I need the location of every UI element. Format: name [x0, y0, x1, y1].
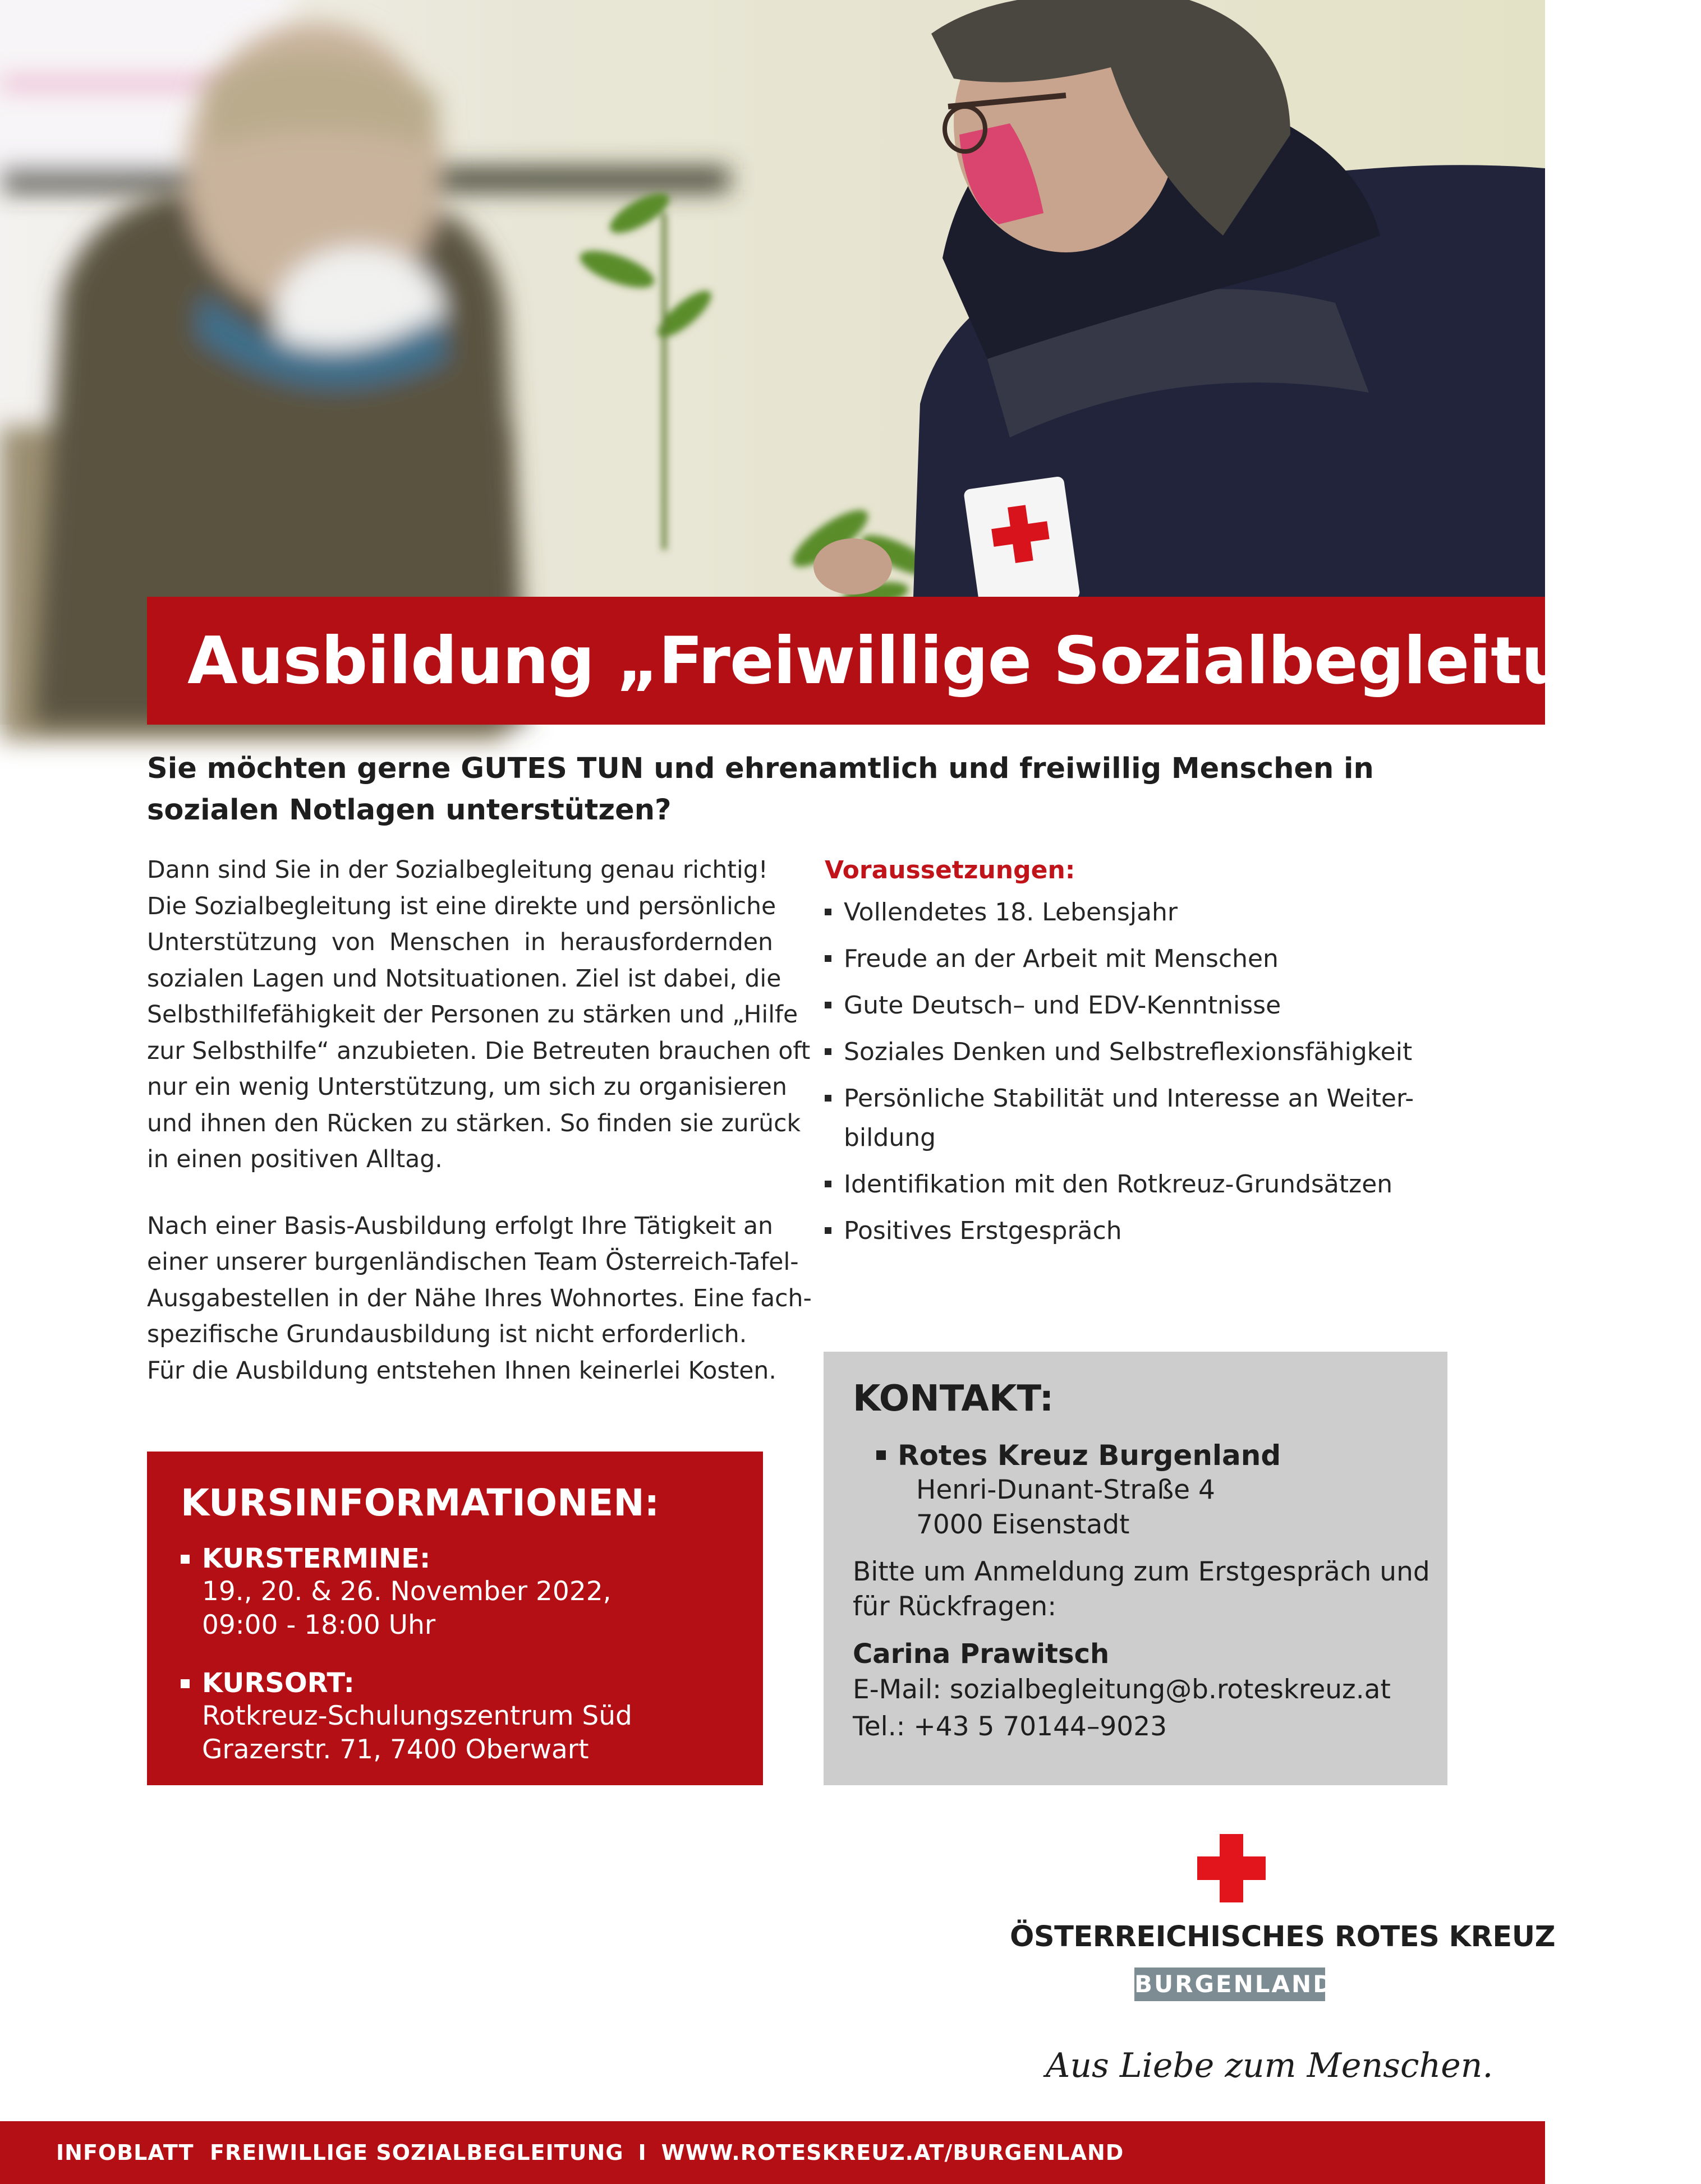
- paragraph-line: einer unserer burgenländischen Team Österreich-Tafel-: [147, 1248, 799, 1276]
- requirement-item: Persönliche Stabilität und Interesse an Weiter- bildung: [825, 1079, 1442, 1158]
- paragraph-line: Ausgabestellen in der Nähe Ihres Wohnortes. Eine fach-: [147, 1284, 812, 1312]
- paragraph-line: Selbsthilfefähigkeit der Personen zu stärken und „Hilfe: [147, 1001, 798, 1029]
- bullet-icon: [181, 1555, 190, 1564]
- paragraph-line: Die Sozialbegleitung ist eine direkte und persönliche: [147, 892, 776, 920]
- organization-name: Rotes Kreuz Burgenland: [898, 1439, 1281, 1472]
- footer-bar: [0, 2121, 1545, 2184]
- paragraph-line: Unterstützung von Menschen in herausfordernden: [147, 929, 773, 956]
- footer-website-link[interactable]: WWW.ROTESKREUZ.AT/BURGENLAND: [661, 2140, 1124, 2165]
- footer-separator: I: [638, 2140, 647, 2165]
- bullet-icon: [825, 909, 831, 915]
- paragraph-line: Dann sind Sie in der Sozialbegleitung genau richtig!: [147, 856, 768, 884]
- requirements-title: Voraussetzungen:: [825, 856, 1075, 884]
- paragraph-line: sozialen Lagen und Notsituationen. Ziel ist dabei, die: [147, 965, 781, 993]
- bullet-icon: [825, 1002, 831, 1008]
- body-text: [147, 853, 812, 1389]
- course-dates-line: 19., 20. & 26. November 2022,: [202, 1576, 612, 1607]
- contact-email[interactable]: E-Mail: sozialbegleitung@b.roteskreuz.at: [853, 1674, 1391, 1705]
- bullet-icon: [825, 1048, 831, 1055]
- course-location: [181, 1667, 763, 1767]
- contact-note: Bitte um Anmeldung zum Erstgespräch und für Rückfragen:: [853, 1556, 1430, 1622]
- lead-line: sozialen Notlagen unterstützen?: [147, 794, 672, 827]
- paragraph-line: und ihnen den Rücken zu stärken. So finden sie zurück: [147, 1109, 801, 1137]
- paragraph-line: in einen positiven Alltag.: [147, 1146, 443, 1173]
- paragraph-line: Nach einer Basis-Ausbildung erfolgt Ihre Tätigkeit an: [147, 1212, 773, 1240]
- paragraph-line: Für die Ausbildung entstehen Ihnen keinerlei Kosten.: [147, 1357, 776, 1385]
- requirement-item: Gute Deutsch– und EDV-Kenntnisse: [825, 986, 1442, 1025]
- contact-phone[interactable]: Tel.: +43 5 70144–9023: [853, 1711, 1167, 1742]
- requirement-item: Identifikation mit den Rotkreuz-Grundsätzen: [825, 1165, 1442, 1204]
- course-dates-line: 09:00 - 18:00 Uhr: [202, 1610, 436, 1641]
- requirement-item: Positives Erstgespräch: [825, 1211, 1442, 1251]
- paragraph-line: nur ein wenig Unterstützung, um sich zu organisieren: [147, 1073, 787, 1101]
- requirement-item: Freude an der Arbeit mit Menschen: [825, 939, 1442, 979]
- requirement-item: Soziales Denken und Selbstreflexionsfähigkeit: [825, 1033, 1442, 1072]
- course-location-heading: KURSORT:: [202, 1667, 355, 1699]
- bullet-icon: [825, 1095, 831, 1102]
- bullet-icon: [181, 1679, 190, 1688]
- course-dates-heading: KURSTERMINE:: [202, 1543, 431, 1574]
- requirement-item: Vollendetes 18. Lebensjahr: [825, 893, 1442, 932]
- page-title: Ausbildung „Freiwillige Sozialbegleitung“: [187, 623, 1701, 699]
- slogan: Aus Liebe zum Menschen.: [1046, 2046, 1493, 2085]
- course-location-line: Rotkreuz-Schulungszentrum Süd: [202, 1701, 632, 1731]
- organization-logo-region: BURGENLAND: [1134, 1968, 1325, 2001]
- contact-organization: [853, 1438, 1447, 1542]
- red-cross-icon: [1197, 1834, 1266, 1902]
- bullet-icon: [825, 1181, 831, 1187]
- contact-person: Carina Prawitsch: [853, 1638, 1110, 1670]
- bullet-icon: [876, 1450, 886, 1460]
- requirements-list: [825, 893, 1442, 1251]
- course-info-box: [147, 1452, 763, 1785]
- course-info-title: KURSINFORMATIONEN:: [181, 1481, 660, 1524]
- organization-street: Henri-Dunant-Straße 4: [916, 1475, 1215, 1505]
- title-banner: [147, 597, 1701, 725]
- contact-box: [824, 1352, 1447, 1785]
- course-dates: [181, 1542, 763, 1642]
- requirements-section: [825, 853, 1442, 1258]
- footer-label: INFOBLATT FREIWILLIGE SOZIALBEGLEITUNG: [56, 2140, 624, 2165]
- organization-city: 7000 Eisenstadt: [916, 1509, 1130, 1540]
- paragraph-line: zur Selbsthilfe“ anzubieten. Die Betreuten brauchen oft: [147, 1037, 811, 1065]
- course-location-line: Grazerstr. 71, 7400 Oberwart: [202, 1734, 589, 1765]
- bullet-icon: [825, 1227, 831, 1234]
- bullet-icon: [825, 955, 831, 962]
- paragraph-line: spezifische Grundausbildung ist nicht erforderlich.: [147, 1321, 747, 1348]
- organization-logo-name: ÖSTERREICHISCHES ROTES KREUZ: [1010, 1920, 1556, 1953]
- lead-question: [147, 748, 1374, 831]
- contact-title: KONTAKT:: [853, 1378, 1054, 1420]
- lead-line: Sie möchten gerne GUTES TUN und ehrenamtlich und freiwillig Menschen in: [147, 752, 1374, 785]
